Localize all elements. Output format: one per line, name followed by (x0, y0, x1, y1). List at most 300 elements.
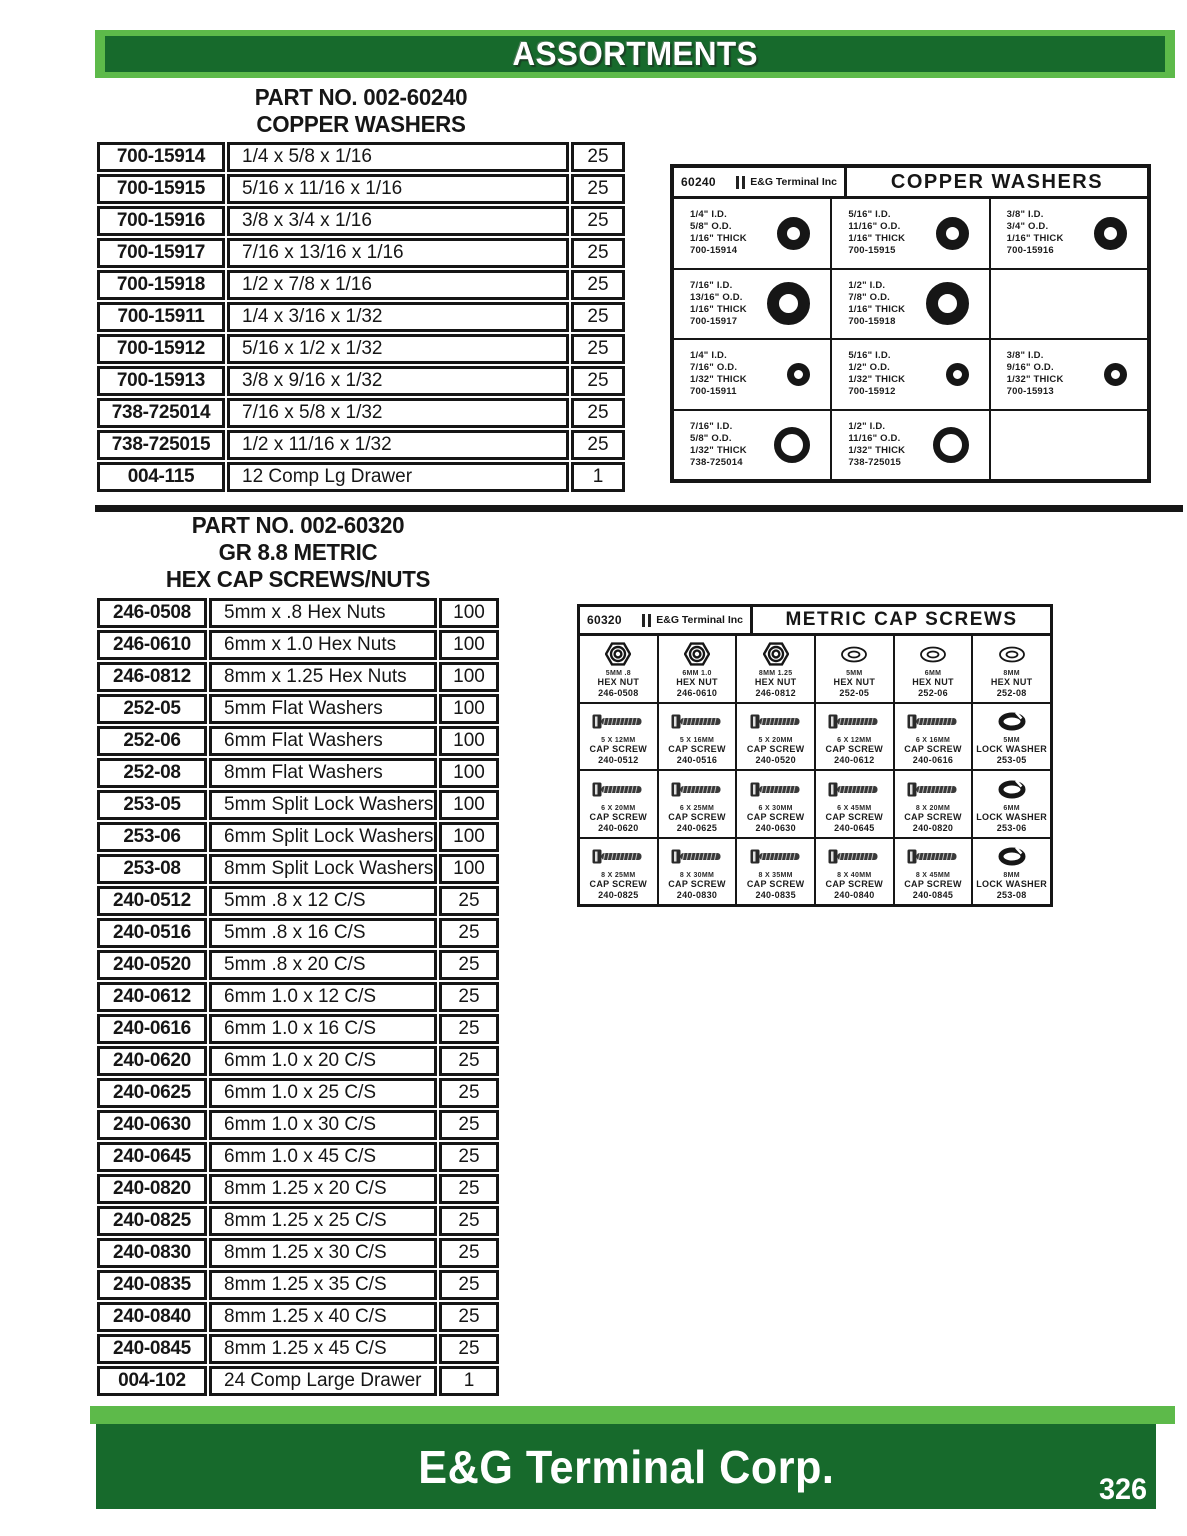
spec-name: CAP SCREW (746, 744, 805, 755)
spec-name: LOCK WASHER (976, 879, 1048, 890)
cap-screw-icon (750, 708, 802, 735)
spec-size: 8 X 35MM (758, 872, 793, 880)
cell-part-number: 240-0512 (97, 886, 207, 916)
drawer-cell (737, 636, 814, 702)
cell-part-number: 004-115 (97, 462, 225, 492)
spec-name: CAP SCREW (589, 811, 648, 822)
spec-line: 3/8" I.D. (1006, 350, 1044, 362)
drawer-label-brand-cell (674, 168, 844, 196)
cap-screw-icon (671, 708, 723, 735)
cell-quantity: 25 (439, 1302, 499, 1332)
cell-part-number: 700-15916 (97, 206, 225, 236)
spec-part-number: 240-0516 (676, 755, 718, 766)
cell-part-number: 240-0825 (97, 1206, 207, 1236)
cell-quantity: 25 (571, 206, 625, 236)
drawer-cell (659, 771, 736, 837)
cell-description: 1/4 x 5/8 x 1/16 (227, 142, 569, 172)
cell-part-number: 240-0520 (97, 950, 207, 980)
hex-nut-icon (684, 641, 710, 668)
spec-name: HEX NUT (990, 676, 1033, 687)
cell-part-number: 700-15911 (97, 302, 225, 332)
spec-size: 8MM (1003, 872, 1020, 880)
table-row (97, 398, 625, 428)
copper-washers-table (97, 142, 625, 494)
spec-size: 5MM (846, 669, 863, 677)
cap-screw-icon (671, 843, 723, 870)
drawer-cell (580, 636, 657, 702)
cell-description: 1/2 x 11/16 x 1/32 (227, 430, 569, 460)
drawer-cell (991, 199, 1147, 268)
washer-ring-icon (777, 217, 810, 250)
cap-screw-icon (592, 776, 644, 803)
spec-name: CAP SCREW (668, 879, 726, 890)
table-row (97, 1270, 499, 1300)
cell-part-number: 253-08 (97, 854, 207, 884)
eg-logo-icon (642, 614, 651, 627)
spec-line: 738-725014 (690, 456, 743, 468)
spec-size: 6 X 16MM (915, 737, 951, 745)
spec-line: 700-15917 (690, 315, 738, 327)
spec-line: 1/32" THICK (1006, 374, 1064, 386)
cell-quantity: 25 (439, 1206, 499, 1236)
cell-part-number: 252-05 (97, 694, 207, 724)
spec-line: 11/16" O.D. (848, 432, 901, 444)
cell-description: 12 Comp Lg Drawer (227, 462, 569, 492)
drawer-cell (832, 340, 988, 409)
drawer-brand-name: E&G Terminal Inc (656, 614, 743, 626)
cap-screw-icon (750, 776, 802, 803)
drawer-cell (973, 704, 1050, 770)
cell-part-number: 252-08 (97, 758, 207, 788)
cell-part-number: 253-05 (97, 790, 207, 820)
drawer-cell (659, 704, 736, 770)
cell-part-number: 240-0645 (97, 1142, 207, 1172)
table-row (97, 982, 499, 1012)
cell-part-number: 240-0616 (97, 1014, 207, 1044)
spec-part-number: 240-0620 (598, 822, 639, 833)
cap-screw-icon (828, 708, 880, 735)
drawer-cell (580, 704, 657, 770)
cell-description: 6mm 1.0 x 45 C/S (209, 1142, 437, 1172)
hex-nut-icon (763, 641, 789, 668)
spec-line: 1/4" I.D. (690, 209, 727, 221)
cell-quantity: 25 (571, 302, 625, 332)
drawer-brand-name: E&G Terminal Inc (750, 176, 837, 188)
cell-quantity: 25 (439, 1046, 499, 1076)
spec-part-number: 240-0840 (834, 890, 875, 901)
table-row (97, 950, 499, 980)
cell-quantity: 25 (571, 270, 625, 300)
spec-line: 1/16" THICK (690, 303, 747, 315)
spec-size: 6MM (924, 669, 942, 677)
spec-line: 1/16" THICK (1006, 233, 1064, 245)
washer-ring-icon (787, 363, 810, 386)
cell-quantity: 25 (571, 174, 625, 204)
cell-quantity: 100 (439, 662, 499, 692)
metric-cap-screws-table (97, 598, 499, 1398)
drawer-label-grid (674, 199, 1147, 479)
table-row (97, 1014, 499, 1044)
cell-description: 6mm 1.0 x 16 C/S (209, 1014, 437, 1044)
spec-part-number: 246-0610 (676, 687, 718, 698)
cell-description: 3/8 x 9/16 x 1/32 (227, 366, 569, 396)
cap-screw-icon (671, 776, 723, 803)
cell-quantity: 25 (571, 366, 625, 396)
cell-quantity: 25 (439, 982, 499, 1012)
drawer-cell (816, 636, 893, 702)
drawer-label-brand-cell (580, 607, 750, 633)
washer-ring-icon (1094, 217, 1127, 250)
spec-size: 8 X 45MM (915, 872, 951, 880)
cell-description: 8mm 1.25 x 25 C/S (209, 1206, 437, 1236)
drawer-cell (816, 704, 893, 770)
spec-size: 6MM 1.0 (682, 669, 712, 677)
cell-quantity: 25 (571, 142, 625, 172)
cell-quantity: 25 (439, 1142, 499, 1172)
cell-quantity: 100 (439, 598, 499, 628)
spec-line: 1/2" I.D. (848, 279, 886, 291)
spec-line: 1/4" I.D. (690, 350, 727, 362)
cell-part-number: 240-0620 (97, 1046, 207, 1076)
spec-name: HEX NUT (676, 676, 718, 687)
table-row (97, 630, 499, 660)
cell-description: 5mm x .8 Hex Nuts (209, 598, 437, 628)
table-row (97, 1238, 499, 1268)
cell-quantity: 25 (571, 398, 625, 428)
cell-description: 8mm x 1.25 Hex Nuts (209, 662, 437, 692)
flat-washer-icon (839, 641, 869, 668)
lock-washer-icon (997, 776, 1027, 803)
spec-part-number: 240-0512 (598, 755, 639, 766)
spec-line: 1/32" THICK (690, 444, 747, 456)
cell-description: 5mm Flat Washers (209, 694, 437, 724)
table-row (97, 886, 499, 916)
table-row (97, 726, 499, 756)
footer-accent-strip (90, 1406, 1175, 1424)
table-row (97, 1366, 499, 1396)
cell-description: 1/2 x 7/8 x 1/16 (227, 270, 569, 300)
section2-title-line1: PART NO. 002-60320 (191, 512, 405, 538)
spec-size: 6 X 20MM (601, 804, 636, 812)
drawer-cell (895, 839, 972, 905)
cell-description: 1/4 x 3/16 x 1/32 (227, 302, 569, 332)
cap-screw-icon (828, 776, 880, 803)
cell-quantity: 1 (439, 1366, 499, 1396)
section1-title-line2: COPPER WASHERS (256, 111, 466, 137)
cell-part-number: 700-15912 (97, 334, 225, 364)
cell-quantity: 25 (439, 1174, 499, 1204)
cell-quantity: 25 (439, 1078, 499, 1108)
spec-name: CAP SCREW (589, 744, 648, 755)
cell-part-number: 240-0612 (97, 982, 207, 1012)
spec-size: 6 X 30MM (758, 804, 793, 812)
spec-name: LOCK WASHER (976, 811, 1048, 822)
cell-description: 8mm Split Lock Washers (209, 854, 437, 884)
spec-part-number: 240-0820 (912, 822, 954, 833)
drawer-cell (991, 411, 1147, 480)
page-footer-bar (96, 1424, 1156, 1509)
cell-quantity: 1 (571, 462, 625, 492)
cell-description: 8mm 1.25 x 30 C/S (209, 1238, 437, 1268)
spec-part-number: 240-0616 (912, 755, 954, 766)
drawer-cell (674, 340, 830, 409)
cell-quantity: 25 (571, 334, 625, 364)
spec-line: 3/8" I.D. (1006, 209, 1044, 221)
spec-line: 1/16" THICK (690, 233, 747, 245)
spec-size: 5 X 16MM (679, 737, 715, 745)
spec-line: 5/16" I.D. (848, 350, 891, 362)
spec-size: 5MM .8 (605, 669, 631, 677)
spec-line: 5/16" I.D. (848, 209, 891, 221)
spec-size: 6 X 12MM (837, 737, 872, 745)
drawer-cell (816, 771, 893, 837)
cell-description: 6mm 1.0 x 25 C/S (209, 1078, 437, 1108)
cell-description: 6mm 1.0 x 12 C/S (209, 982, 437, 1012)
table-row (97, 1206, 499, 1236)
table-row (97, 662, 499, 692)
drawer-cell (737, 839, 814, 905)
spec-name: HEX NUT (754, 676, 797, 687)
cell-description: 7/16 x 5/8 x 1/32 (227, 398, 569, 428)
table-row (97, 1174, 499, 1204)
table-row (97, 854, 499, 884)
cell-part-number: 246-0812 (97, 662, 207, 692)
spec-line: 7/16" I.D. (690, 420, 733, 432)
cell-quantity: 25 (439, 1334, 499, 1364)
spec-size: 5 X 20MM (758, 737, 793, 745)
spec-name: CAP SCREW (668, 744, 726, 755)
spec-name: CAP SCREW (904, 879, 962, 890)
drawer-cell (895, 704, 972, 770)
table-row (97, 1110, 499, 1140)
spec-part-number: 253-05 (996, 755, 1027, 766)
spec-line: 700-15914 (690, 245, 738, 257)
cell-part-number: 700-15918 (97, 270, 225, 300)
drawer-cell (832, 411, 988, 480)
table-row (97, 142, 625, 172)
section1-title-line1: PART NO. 002-60240 (254, 84, 468, 110)
cap-screw-icon (828, 843, 880, 870)
spec-line: 11/16" O.D. (848, 221, 901, 233)
drawer-cell (674, 270, 830, 339)
spec-line: 700-15916 (1006, 245, 1054, 257)
cell-quantity: 25 (439, 1238, 499, 1268)
table-row (97, 1078, 499, 1108)
cell-description: 7/16 x 13/16 x 1/16 (227, 238, 569, 268)
drawer-cell (674, 199, 830, 268)
spec-size: 8MM (1003, 669, 1020, 677)
drawer-cell (991, 340, 1147, 409)
page-number: 326 (1098, 1473, 1147, 1506)
spec-part-number: 240-0520 (755, 755, 796, 766)
spec-name: CAP SCREW (746, 879, 805, 890)
spec-name: CAP SCREW (825, 879, 884, 890)
cell-quantity: 100 (439, 790, 499, 820)
spec-size: 8 X 30MM (679, 872, 715, 880)
cell-part-number: 240-0840 (97, 1302, 207, 1332)
spec-part-number: 240-0825 (598, 890, 639, 901)
spec-name: CAP SCREW (825, 744, 884, 755)
spec-part-number: 240-0630 (755, 822, 796, 833)
washer-ring-icon (774, 427, 810, 463)
spec-part-number: 246-0508 (598, 687, 639, 698)
table-row (97, 430, 625, 460)
drawer-cell (659, 636, 736, 702)
cell-description: 6mm 1.0 x 20 C/S (209, 1046, 437, 1076)
cell-part-number: 700-15913 (97, 366, 225, 396)
cell-description: 5mm .8 x 20 C/S (209, 950, 437, 980)
cell-quantity: 100 (439, 726, 499, 756)
spec-line: 738-725015 (848, 456, 902, 468)
spec-part-number: 252-08 (996, 687, 1027, 698)
section1-title (105, 84, 617, 138)
spec-line: 7/8" O.D. (848, 291, 891, 303)
page-title: ASSORTMENTS (512, 35, 758, 72)
table-row (97, 1334, 499, 1364)
spec-size: 5 X 12MM (601, 737, 636, 745)
cell-part-number: 738-725015 (97, 430, 225, 460)
spec-part-number: 240-0645 (834, 822, 875, 833)
cell-quantity: 100 (439, 630, 499, 660)
drawer-label-header (674, 168, 1147, 196)
cell-part-number: 240-0820 (97, 1174, 207, 1204)
drawer-cell (816, 839, 893, 905)
section2-title-line3: HEX CAP SCREWS/NUTS (165, 566, 431, 592)
cell-description: 6mm 1.0 x 30 C/S (209, 1110, 437, 1140)
cell-part-number: 700-15915 (97, 174, 225, 204)
washer-ring-icon (946, 363, 969, 386)
table-row (97, 918, 499, 948)
cell-part-number: 240-0830 (97, 1238, 207, 1268)
drawer-label-header (580, 607, 1050, 633)
cell-quantity: 25 (439, 886, 499, 916)
washer-ring-icon (1104, 363, 1127, 386)
drawer-cell (580, 839, 657, 905)
cell-part-number: 240-0835 (97, 1270, 207, 1300)
flat-washer-icon (918, 641, 948, 668)
spec-line: 700-15918 (848, 315, 896, 327)
flat-washer-icon (997, 641, 1027, 668)
section2-title (103, 512, 493, 593)
spec-size: 8 X 20MM (915, 804, 951, 812)
cell-description: 5mm Split Lock Washers (209, 790, 437, 820)
table-row (97, 206, 625, 236)
table-row (97, 302, 625, 332)
cell-quantity: 25 (571, 238, 625, 268)
drawer-cell (895, 771, 972, 837)
spec-size: 8MM 1.25 (758, 669, 793, 677)
spec-part-number: 240-0612 (834, 755, 875, 766)
drawer-cell (737, 704, 814, 770)
spec-size: 6 X 25MM (679, 804, 715, 812)
table-row (97, 694, 499, 724)
cell-part-number: 240-0516 (97, 918, 207, 948)
spec-line: 1/32" THICK (848, 374, 906, 386)
cell-quantity: 100 (439, 758, 499, 788)
company-name: E&G Terminal Corp. (417, 1440, 835, 1493)
table-row (97, 758, 499, 788)
drawer-label-title: METRIC CAP SCREWS (753, 607, 1050, 633)
cell-quantity: 25 (439, 950, 499, 980)
cell-quantity: 100 (439, 694, 499, 724)
spec-part-number: 246-0812 (755, 687, 796, 698)
table-row (97, 1142, 499, 1172)
spec-name: LOCK WASHER (976, 744, 1048, 755)
cell-description: 8mm Flat Washers (209, 758, 437, 788)
lock-washer-icon (997, 843, 1027, 870)
cell-part-number: 700-15917 (97, 238, 225, 268)
spec-line: 3/4" O.D. (1006, 221, 1049, 233)
lock-washer-icon (997, 708, 1027, 735)
cap-screw-icon (592, 708, 644, 735)
cap-screw-icon (907, 708, 959, 735)
cell-part-number: 246-0610 (97, 630, 207, 660)
drawer-cell (973, 839, 1050, 905)
hex-nut-icon (605, 641, 631, 668)
spec-name: CAP SCREW (904, 811, 962, 822)
spec-line: 5/8" O.D. (690, 221, 732, 233)
spec-part-number: 240-0625 (676, 822, 718, 833)
drawer-cell (832, 270, 988, 339)
cell-description: 3/8 x 3/4 x 1/16 (227, 206, 569, 236)
drawer-model-number: 60240 (681, 175, 716, 189)
drawer-cell (674, 411, 830, 480)
spec-line: 700-15912 (848, 386, 896, 398)
table-row (97, 822, 499, 852)
drawer-cell (580, 771, 657, 837)
spec-name: CAP SCREW (668, 811, 726, 822)
cell-part-number: 738-725014 (97, 398, 225, 428)
spec-line: 1/16" THICK (848, 303, 906, 315)
cell-description: 5/16 x 1/2 x 1/32 (227, 334, 569, 364)
table-row (97, 270, 625, 300)
spec-part-number: 253-06 (996, 822, 1027, 833)
spec-name: CAP SCREW (825, 811, 884, 822)
spec-part-number: 252-06 (918, 687, 948, 698)
cell-quantity: 100 (439, 854, 499, 884)
metric-cap-screws-drawer-label (577, 604, 1053, 907)
cell-description: 5/16 x 11/16 x 1/16 (227, 174, 569, 204)
spec-name: HEX NUT (912, 676, 954, 687)
cell-part-number: 240-0845 (97, 1334, 207, 1364)
table-row (97, 334, 625, 364)
cell-part-number: 700-15914 (97, 142, 225, 172)
cap-screw-icon (592, 843, 644, 870)
spec-size: 6 X 45MM (837, 804, 872, 812)
drawer-cell (895, 636, 972, 702)
cell-quantity: 25 (439, 918, 499, 948)
table-row (97, 174, 625, 204)
washer-ring-icon (767, 282, 810, 325)
cell-quantity: 25 (439, 1270, 499, 1300)
drawer-cell (832, 199, 988, 268)
cell-description: 8mm 1.25 x 40 C/S (209, 1302, 437, 1332)
spec-part-number: 240-0830 (676, 890, 718, 901)
washer-ring-icon (936, 217, 969, 250)
cell-description: 6mm Flat Washers (209, 726, 437, 756)
cell-quantity: 25 (439, 1014, 499, 1044)
spec-line: 1/32" THICK (690, 374, 747, 386)
eg-logo-icon (736, 176, 745, 189)
spec-line: 13/16" O.D. (690, 291, 743, 303)
table-row (97, 1046, 499, 1076)
spec-line: 7/16" I.D. (690, 279, 733, 291)
cell-quantity: 25 (439, 1110, 499, 1140)
spec-name: CAP SCREW (746, 811, 805, 822)
spec-line: 1/32" THICK (848, 444, 906, 456)
spec-size: 8 X 25MM (601, 872, 636, 880)
washer-ring-icon (933, 427, 969, 463)
